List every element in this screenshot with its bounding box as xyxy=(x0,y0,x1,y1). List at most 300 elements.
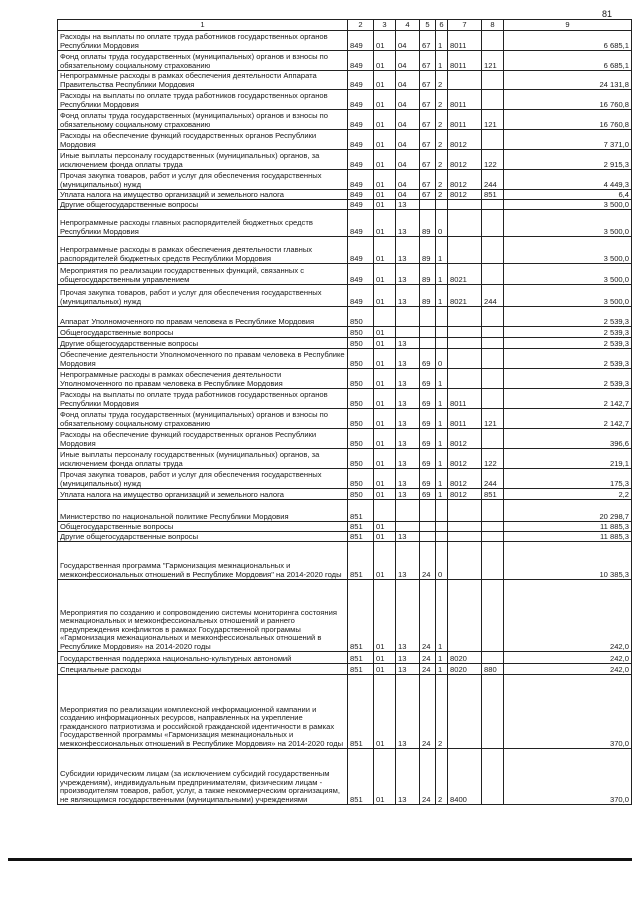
row-amount: 242,0 xyxy=(504,664,632,675)
row-amount: 11 885,3 xyxy=(504,532,632,542)
row-code: 69 xyxy=(420,409,436,429)
row-code: 24 xyxy=(420,652,436,664)
row-code: 122 xyxy=(482,150,504,170)
row-code: 8011 xyxy=(448,90,482,110)
column-header: 9 xyxy=(504,20,632,31)
row-code: 13 xyxy=(396,210,420,237)
row-code xyxy=(482,429,504,449)
column-header: 7 xyxy=(448,20,482,31)
row-code: 04 xyxy=(396,51,420,71)
row-code: 89 xyxy=(420,264,436,285)
row-code xyxy=(448,522,482,532)
row-code: 13 xyxy=(396,749,420,805)
table-row xyxy=(58,31,632,51)
table-row xyxy=(58,307,632,327)
row-code: 89 xyxy=(420,210,436,237)
row-code: 2 xyxy=(436,71,448,90)
row-code xyxy=(482,675,504,749)
row-code: 1 xyxy=(436,652,448,664)
row-amount: 2 539,3 xyxy=(504,369,632,389)
row-label: Фонд оплаты труда государственных (муниципальных) органов и взносы по обязательному социальному страхованию xyxy=(58,409,348,429)
row-code: 851 xyxy=(348,675,374,749)
table-row xyxy=(58,210,632,237)
row-code: 01 xyxy=(374,652,396,664)
row-code: 1 xyxy=(436,369,448,389)
row-code: 69 xyxy=(420,449,436,469)
table-row xyxy=(58,500,632,522)
row-code: 849 xyxy=(348,170,374,190)
row-code: 8012 xyxy=(448,449,482,469)
row-code: 8011 xyxy=(448,110,482,130)
row-code: 01 xyxy=(374,327,396,338)
row-code: 8400 xyxy=(448,749,482,805)
row-amount: 2 539,3 xyxy=(504,307,632,327)
row-code xyxy=(482,210,504,237)
row-code: 1 xyxy=(436,237,448,264)
row-code: 24 xyxy=(420,675,436,749)
row-amount: 242,0 xyxy=(504,580,632,652)
row-label: Специальные расходы xyxy=(58,664,348,675)
row-amount: 6,4 xyxy=(504,190,632,200)
row-code: 89 xyxy=(420,237,436,264)
row-code: 01 xyxy=(374,190,396,200)
row-code: 8012 xyxy=(448,130,482,150)
row-code: 24 xyxy=(420,580,436,652)
row-code: 1 xyxy=(436,489,448,500)
row-code: 24 xyxy=(420,542,436,580)
row-code xyxy=(482,389,504,409)
row-code: 13 xyxy=(396,532,420,542)
row-code: 01 xyxy=(374,389,396,409)
row-amount: 370,0 xyxy=(504,749,632,805)
row-code xyxy=(420,327,436,338)
row-label: Мероприятия по реализации комплексной информационной кампании и созданию информационных ресурсов, направленных на укрепление гражданского патриотизма и российской гражданской идентичности в рамках Государственной программы «Гармонизация межнациональных и межконфессиональных отношений в Республике Мордовия» на 2014-2020 годы xyxy=(58,675,348,749)
row-code xyxy=(482,264,504,285)
row-code xyxy=(482,200,504,210)
row-label: Субсидии юридическим лицам (за исключением субсидий государственным учреждениям), индивидуальным предпринимателям, физическим лицам - производителям товаров, работ, услуг, а также некоммерческим организациям, не являющимся государственными (муниципальными) учреждениями xyxy=(58,749,348,805)
table-row xyxy=(58,90,632,110)
table-row xyxy=(58,749,632,805)
row-code: 851 xyxy=(482,190,504,200)
row-code: 850 xyxy=(348,327,374,338)
row-code: 244 xyxy=(482,469,504,489)
row-code: 67 xyxy=(420,110,436,130)
row-code: 8012 xyxy=(448,429,482,449)
row-code: 2 xyxy=(436,675,448,749)
row-code: 8011 xyxy=(448,31,482,51)
row-code: 121 xyxy=(482,51,504,71)
row-code xyxy=(448,369,482,389)
row-label: Другие общегосударственные вопросы xyxy=(58,532,348,542)
row-code xyxy=(482,327,504,338)
row-amount: 4 449,3 xyxy=(504,170,632,190)
row-label: Государственная программа "Гармонизация межнациональных и межконфессиональных отношений в Республике Мордовия" на 2014-2020 годы xyxy=(58,542,348,580)
row-code: 01 xyxy=(374,71,396,90)
row-code xyxy=(396,307,420,327)
row-label: Аппарат Уполномоченного по правам человека в Республике Мордовия xyxy=(58,307,348,327)
row-label: Расходы на обеспечение функций государственных органов Республики Мордовия xyxy=(58,130,348,150)
row-code xyxy=(374,307,396,327)
row-code: 01 xyxy=(374,349,396,369)
row-code: 13 xyxy=(396,675,420,749)
row-code: 880 xyxy=(482,664,504,675)
row-code: 850 xyxy=(348,449,374,469)
page-number: 81 xyxy=(602,9,613,19)
row-code xyxy=(482,237,504,264)
table-row xyxy=(58,349,632,369)
row-label: Общегосударственные вопросы xyxy=(58,522,348,532)
row-code: 849 xyxy=(348,31,374,51)
row-code: 01 xyxy=(374,210,396,237)
table-row xyxy=(58,369,632,389)
row-code: 2 xyxy=(436,90,448,110)
row-code xyxy=(482,338,504,349)
row-code: 01 xyxy=(374,110,396,130)
row-amount: 3 500,0 xyxy=(504,285,632,307)
row-label: Мероприятия по реализации государственных функций, связанных с общегосударственным управлением xyxy=(58,264,348,285)
row-amount: 370,0 xyxy=(504,675,632,749)
row-code: 01 xyxy=(374,170,396,190)
row-code: 849 xyxy=(348,150,374,170)
row-code: 13 xyxy=(396,489,420,500)
row-code xyxy=(482,31,504,51)
row-code: 849 xyxy=(348,210,374,237)
row-code: 0 xyxy=(436,349,448,369)
row-label: Мероприятия по созданию и сопровождению системы мониторинга состояния межнациональных и межконфессиональных отношений и раннего предупреждения конфликтов в рамках Государственной программы «Гармонизация межнациональных и межконфессиональных отношений в Республике Мордовия» на 2014-2020 годы xyxy=(58,580,348,652)
row-code xyxy=(396,522,420,532)
table-row xyxy=(58,170,632,190)
row-code: 849 xyxy=(348,90,374,110)
row-code: 8011 xyxy=(448,409,482,429)
row-code: 01 xyxy=(374,338,396,349)
row-code: 8012 xyxy=(448,170,482,190)
row-label: Расходы на обеспечение функций государственных органов Республики Мордовия xyxy=(58,429,348,449)
row-code: 69 xyxy=(420,349,436,369)
row-code xyxy=(448,210,482,237)
row-code: 24 xyxy=(420,749,436,805)
row-code: 04 xyxy=(396,110,420,130)
row-label: Министерство по национальной политике Республики Мордовия xyxy=(58,500,348,522)
row-code: 849 xyxy=(348,110,374,130)
row-amount: 24 131,8 xyxy=(504,71,632,90)
row-code: 69 xyxy=(420,389,436,409)
row-code: 1 xyxy=(436,580,448,652)
row-amount: 6 685,1 xyxy=(504,31,632,51)
table-row xyxy=(58,150,632,170)
row-code: 69 xyxy=(420,369,436,389)
page-bottom-rule xyxy=(8,858,632,861)
row-code xyxy=(448,675,482,749)
row-amount: 3 500,0 xyxy=(504,210,632,237)
row-code: 2 xyxy=(436,130,448,150)
row-code: 8020 xyxy=(448,652,482,664)
row-amount: 10 385,3 xyxy=(504,542,632,580)
row-code: 851 xyxy=(348,580,374,652)
row-code: 850 xyxy=(348,307,374,327)
row-code: 01 xyxy=(374,469,396,489)
row-code xyxy=(448,200,482,210)
row-code xyxy=(482,71,504,90)
table-row xyxy=(58,652,632,664)
row-code: 01 xyxy=(374,542,396,580)
column-header: 3 xyxy=(374,20,396,31)
row-code: 04 xyxy=(396,130,420,150)
row-label: Непрограммные расходы в рамках обеспечения деятельности главных распорядителей бюджетных средств Республики Мордовия xyxy=(58,237,348,264)
row-code: 0 xyxy=(436,210,448,237)
row-code: 13 xyxy=(396,264,420,285)
row-code: 851 xyxy=(348,532,374,542)
row-code: 01 xyxy=(374,522,396,532)
row-amount: 175,3 xyxy=(504,469,632,489)
row-code xyxy=(482,749,504,805)
row-code xyxy=(482,652,504,664)
row-code: 01 xyxy=(374,429,396,449)
row-code: 851 xyxy=(482,489,504,500)
row-code: 01 xyxy=(374,749,396,805)
row-code: 849 xyxy=(348,130,374,150)
row-code: 8011 xyxy=(448,51,482,71)
row-code: 8021 xyxy=(448,264,482,285)
row-code: 1 xyxy=(436,469,448,489)
row-code xyxy=(396,500,420,522)
row-label: Прочая закупка товаров, работ и услуг для обеспечения государственных (муниципальных) нужд xyxy=(58,469,348,489)
row-code xyxy=(436,522,448,532)
row-code: 67 xyxy=(420,130,436,150)
row-code xyxy=(420,500,436,522)
row-amount: 3 500,0 xyxy=(504,237,632,264)
row-amount: 20 298,7 xyxy=(504,500,632,522)
row-code: 01 xyxy=(374,532,396,542)
row-code: 67 xyxy=(420,51,436,71)
row-code: 1 xyxy=(436,389,448,409)
row-code: 04 xyxy=(396,190,420,200)
row-code: 1 xyxy=(436,264,448,285)
header-row xyxy=(58,20,632,31)
row-code: 13 xyxy=(396,349,420,369)
row-code: 01 xyxy=(374,675,396,749)
row-code: 0 xyxy=(436,542,448,580)
row-code xyxy=(448,338,482,349)
row-code: 13 xyxy=(396,469,420,489)
row-code xyxy=(420,522,436,532)
row-code: 69 xyxy=(420,469,436,489)
row-code xyxy=(482,532,504,542)
row-code: 01 xyxy=(374,90,396,110)
table-row xyxy=(58,51,632,71)
table-row xyxy=(58,664,632,675)
row-code xyxy=(420,307,436,327)
row-code: 1 xyxy=(436,429,448,449)
row-code: 2 xyxy=(436,749,448,805)
row-amount: 3 500,0 xyxy=(504,264,632,285)
row-code: 13 xyxy=(396,449,420,469)
row-label: Расходы на выплаты по оплате труда работников государственных органов Республики Мордовия xyxy=(58,389,348,409)
table-row xyxy=(58,237,632,264)
row-code: 850 xyxy=(348,429,374,449)
row-code: 01 xyxy=(374,31,396,51)
row-label: Другие общегосударственные вопросы xyxy=(58,200,348,210)
row-amount: 3 500,0 xyxy=(504,200,632,210)
row-code: 244 xyxy=(482,170,504,190)
row-label: Общегосударственные вопросы xyxy=(58,327,348,338)
row-code xyxy=(482,522,504,532)
row-code xyxy=(482,369,504,389)
row-code: 851 xyxy=(348,500,374,522)
row-code xyxy=(436,307,448,327)
row-code xyxy=(482,580,504,652)
row-label: Прочая закупка товаров, работ и услуг для обеспечения государственных (муниципальных) нужд xyxy=(58,170,348,190)
row-label: Государственная поддержка национально-культурных автономий xyxy=(58,652,348,664)
row-code xyxy=(448,500,482,522)
row-amount: 6 685,1 xyxy=(504,51,632,71)
row-code: 850 xyxy=(348,369,374,389)
row-code xyxy=(482,130,504,150)
row-code: 01 xyxy=(374,130,396,150)
row-code xyxy=(448,237,482,264)
table-row xyxy=(58,469,632,489)
row-code: 13 xyxy=(396,369,420,389)
table-row xyxy=(58,542,632,580)
row-code xyxy=(448,71,482,90)
row-amount: 16 760,8 xyxy=(504,110,632,130)
row-code: 67 xyxy=(420,170,436,190)
budget-table xyxy=(57,19,632,805)
row-amount: 219,1 xyxy=(504,449,632,469)
row-code: 04 xyxy=(396,31,420,51)
row-amount: 2 539,3 xyxy=(504,349,632,369)
row-code: 8020 xyxy=(448,664,482,675)
row-code xyxy=(448,542,482,580)
row-code: 13 xyxy=(396,285,420,307)
row-label: Непрограммные расходы главных распорядителей бюджетных средств Республики Мордовия xyxy=(58,210,348,237)
row-code: 13 xyxy=(396,652,420,664)
row-code xyxy=(436,327,448,338)
row-code: 8021 xyxy=(448,285,482,307)
row-code: 01 xyxy=(374,264,396,285)
row-label: Фонд оплаты труда государственных (муниципальных) органов и взносы по обязательному социальному страхованию xyxy=(58,110,348,130)
row-code: 01 xyxy=(374,449,396,469)
column-header: 4 xyxy=(396,20,420,31)
table-row xyxy=(58,580,632,652)
column-header: 6 xyxy=(436,20,448,31)
column-header: 5 xyxy=(420,20,436,31)
row-code: 121 xyxy=(482,409,504,429)
column-header: 8 xyxy=(482,20,504,31)
table-row xyxy=(58,389,632,409)
row-code: 01 xyxy=(374,369,396,389)
row-code: 13 xyxy=(396,542,420,580)
row-code: 851 xyxy=(348,664,374,675)
row-code xyxy=(420,338,436,349)
row-code: 851 xyxy=(348,522,374,532)
row-code xyxy=(448,349,482,369)
row-code: 849 xyxy=(348,237,374,264)
row-code xyxy=(436,338,448,349)
row-code: 8012 xyxy=(448,489,482,500)
row-code: 04 xyxy=(396,71,420,90)
row-code: 24 xyxy=(420,664,436,675)
row-code: 1 xyxy=(436,285,448,307)
row-code: 2 xyxy=(436,190,448,200)
row-code: 1 xyxy=(436,664,448,675)
table-row xyxy=(58,71,632,90)
row-code: 244 xyxy=(482,285,504,307)
row-code: 67 xyxy=(420,31,436,51)
row-code xyxy=(482,500,504,522)
row-code xyxy=(448,580,482,652)
row-code: 851 xyxy=(348,652,374,664)
row-code: 04 xyxy=(396,90,420,110)
row-amount: 11 885,3 xyxy=(504,522,632,532)
table-row xyxy=(58,409,632,429)
table-row xyxy=(58,130,632,150)
row-code xyxy=(448,307,482,327)
table-body xyxy=(58,31,632,805)
row-amount: 2 539,3 xyxy=(504,338,632,349)
row-code: 01 xyxy=(374,489,396,500)
table-row xyxy=(58,285,632,307)
row-code: 67 xyxy=(420,90,436,110)
row-code: 1 xyxy=(436,31,448,51)
row-label: Расходы на выплаты по оплате труда работников государственных органов Республики Мордовия xyxy=(58,90,348,110)
table-row xyxy=(58,429,632,449)
row-code: 849 xyxy=(348,200,374,210)
row-label: Обеспечение деятельности Уполномоченного по правам человека в Республике Мордовия xyxy=(58,349,348,369)
row-code: 850 xyxy=(348,338,374,349)
row-amount: 16 760,8 xyxy=(504,90,632,110)
row-code: 01 xyxy=(374,150,396,170)
row-code: 849 xyxy=(348,264,374,285)
row-label: Уплата налога на имущество организаций и земельного налога xyxy=(58,190,348,200)
row-code xyxy=(482,349,504,369)
table-row xyxy=(58,200,632,210)
table-row xyxy=(58,110,632,130)
row-amount: 7 371,0 xyxy=(504,130,632,150)
row-label: Фонд оплаты труда государственных (муниципальных) органов и взносы по обязательному социальному страхованию xyxy=(58,51,348,71)
table-row xyxy=(58,675,632,749)
row-code xyxy=(448,327,482,338)
row-code xyxy=(482,307,504,327)
row-label: Другие общегосударственные вопросы xyxy=(58,338,348,349)
row-code: 8012 xyxy=(448,469,482,489)
row-code: 01 xyxy=(374,237,396,264)
table-row xyxy=(58,532,632,542)
row-amount: 2 142,7 xyxy=(504,409,632,429)
row-code: 122 xyxy=(482,449,504,469)
row-code: 850 xyxy=(348,409,374,429)
row-code: 01 xyxy=(374,664,396,675)
row-label: Уплата налога на имущество организаций и земельного налога xyxy=(58,489,348,500)
row-code: 850 xyxy=(348,389,374,409)
row-amount: 2 539,3 xyxy=(504,327,632,338)
row-code: 01 xyxy=(374,409,396,429)
table-row xyxy=(58,338,632,349)
row-code: 01 xyxy=(374,285,396,307)
row-code: 8012 xyxy=(448,150,482,170)
row-code xyxy=(420,200,436,210)
row-code: 850 xyxy=(348,349,374,369)
table-row xyxy=(58,264,632,285)
row-code xyxy=(482,542,504,580)
row-code: 13 xyxy=(396,580,420,652)
row-code xyxy=(436,200,448,210)
row-amount: 2 915,3 xyxy=(504,150,632,170)
row-code: 849 xyxy=(348,51,374,71)
row-code: 1 xyxy=(436,449,448,469)
row-code: 13 xyxy=(396,389,420,409)
row-code: 2 xyxy=(436,170,448,190)
table-row xyxy=(58,190,632,200)
